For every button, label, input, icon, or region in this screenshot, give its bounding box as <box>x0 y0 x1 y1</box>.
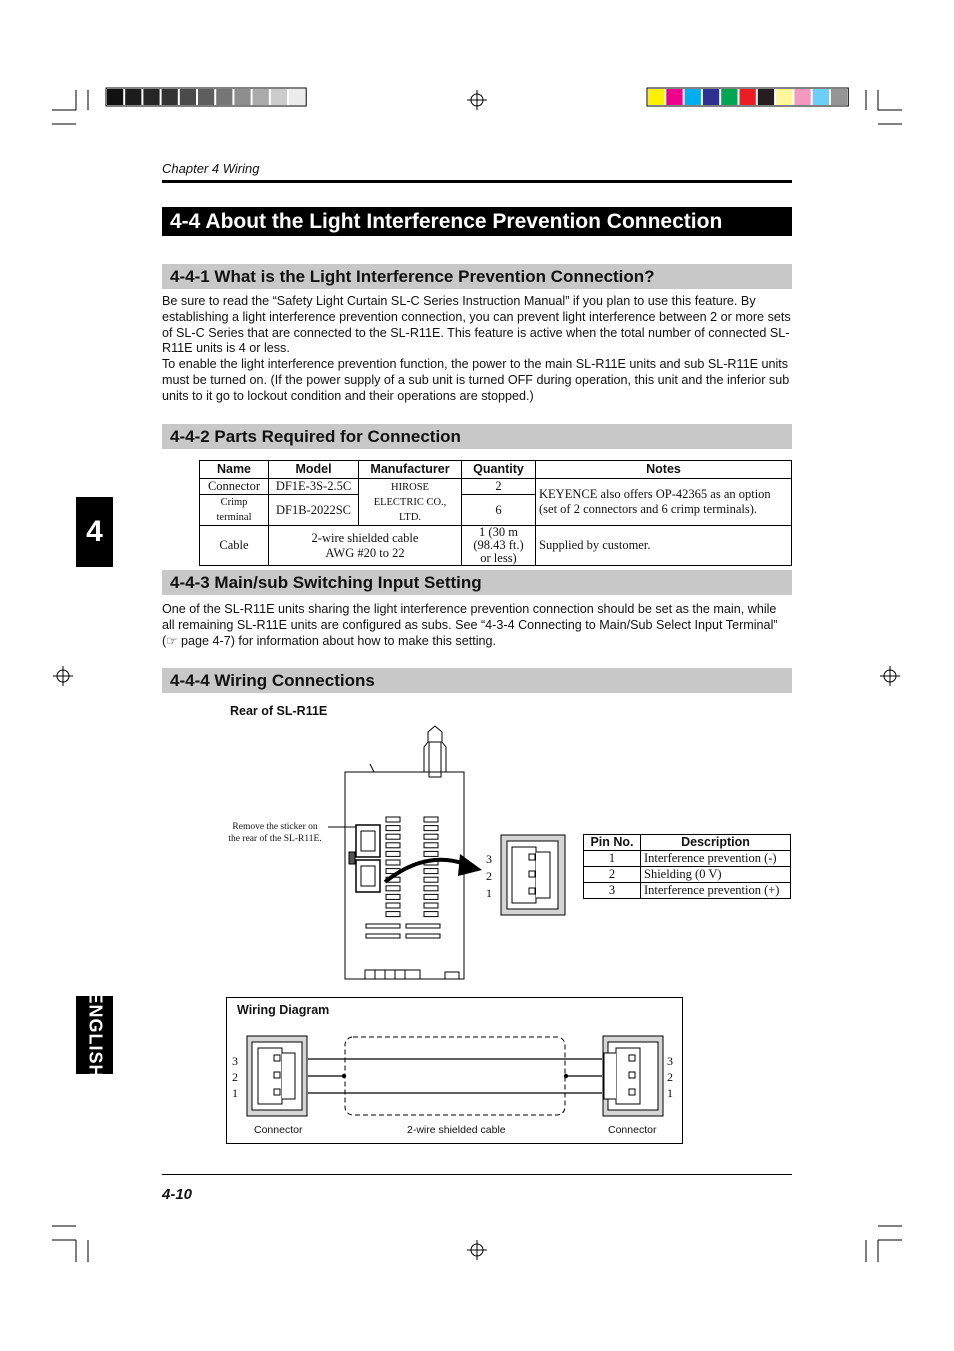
cell-notes: Supplied by customer. <box>536 526 792 566</box>
pin-cell: 3 <box>584 883 641 899</box>
color-patch <box>289 89 305 105</box>
section-heading-4-4-3: 4-4-3 Main/sub Switching Input Setting <box>162 570 792 595</box>
parts-table <box>199 460 792 566</box>
wiring-drawing <box>246 1034 666 1120</box>
chapter-tab: 4 <box>76 497 113 567</box>
sticker-note-line: the rear of the SL-R11E. <box>228 834 322 844</box>
manufacturer-line: HIROSE <box>391 481 429 493</box>
terminal-slot <box>386 834 400 839</box>
color-patch <box>125 89 141 105</box>
pin-number: 3 <box>667 1054 673 1068</box>
terminal-slot <box>386 817 400 822</box>
terminal-slot <box>424 826 438 831</box>
description-cell: Interference prevention (-) <box>641 851 791 867</box>
left-connector-icon <box>247 1036 307 1116</box>
quantity-line: (98.43 ft.) <box>473 538 524 552</box>
color-patch <box>776 89 792 105</box>
arrow-icon <box>380 852 500 892</box>
manufacturer-line: ELECTRIC CO., LTD. <box>373 496 447 523</box>
cell-model: DF1E-3S-2.5C <box>269 479 359 495</box>
paragraph <box>162 602 792 649</box>
page-title: 4-4 About the Light Interference Prevention Connection <box>162 207 792 236</box>
pin-number-labels <box>486 851 492 902</box>
color-patch <box>648 89 664 105</box>
color-patch <box>813 89 829 105</box>
pin-number: 1 <box>486 886 492 900</box>
footer-rule <box>162 1174 792 1175</box>
pin-number: 3 <box>232 1054 238 1068</box>
pin-table <box>583 834 791 899</box>
cell-manufacturer <box>359 479 462 526</box>
color-calibration-bar <box>647 88 848 106</box>
cell-model <box>269 526 462 566</box>
color-patch <box>758 89 774 105</box>
table-row <box>200 526 792 566</box>
section-heading-4-4-1: 4-4-1 What is the Light Interference Prevention Connection? <box>162 264 792 289</box>
terminal-slot <box>424 903 438 908</box>
left-pin-numbers <box>232 1053 238 1101</box>
cell-quantity <box>462 526 536 566</box>
pin-number: 1 <box>667 1086 673 1100</box>
sticker-note-line: Remove the sticker on <box>232 822 318 832</box>
wiring-diagram-title: Wiring Diagram <box>237 1003 330 1017</box>
cell-name: Crimp terminal <box>200 495 269 526</box>
color-patch <box>271 89 287 105</box>
column-header: Model <box>269 461 359 479</box>
table-row <box>584 883 791 899</box>
color-patch <box>198 89 214 105</box>
pin-cell: 2 <box>584 867 641 883</box>
header-rule <box>162 180 792 183</box>
paragraph-text: One of the SL-R11E units sharing the light interference prevention connection should be set as the main, while all remaining SL-R11E units are configured as subs. See “4-3-4 Connecting to Main/Sub Select Input Terminal” ( <box>162 602 778 648</box>
paragraph: To enable the light interference prevention function, the power to the main SL-R11E units and sub SL-R11E units must be turned on. (If the power supply of a sub unit is turned OFF during operation, this unit and the inferior sub units to it go to lockout condition and their operations are stopped.) <box>162 357 790 403</box>
cell-quantity: 6 <box>462 495 536 526</box>
pin-number: 3 <box>486 852 492 866</box>
terminal-slot <box>424 912 438 917</box>
pin-number: 2 <box>232 1070 238 1084</box>
quantity-line: or less) <box>480 551 517 565</box>
column-header: Pin No. <box>584 835 641 851</box>
terminal-slot <box>386 903 400 908</box>
connector-enlarged-icon <box>500 834 566 916</box>
color-patch <box>721 89 737 105</box>
left-connector-label: Connector <box>254 1124 303 1136</box>
notes-line: KEYENCE also offers OP-42365 as an option <box>539 487 771 501</box>
table-header-row <box>200 461 792 479</box>
description-cell: Interference prevention (+) <box>641 883 791 899</box>
color-patch <box>666 89 682 105</box>
section-heading-4-4-4: 4-4-4 Wiring Connections <box>162 668 792 693</box>
paragraph-text: page 4-7) for information about how to make this setting. <box>177 633 497 648</box>
color-patch <box>180 89 196 105</box>
quantity-line: 1 (30 m <box>479 525 518 539</box>
cell-name: Cable <box>200 526 269 566</box>
cable-label: 2-wire shielded cable <box>407 1124 506 1136</box>
table-row <box>200 479 792 495</box>
color-patch <box>831 89 847 105</box>
column-header: Quantity <box>462 461 536 479</box>
terminal-slot <box>424 817 438 822</box>
terminal-slot <box>386 826 400 831</box>
color-patch <box>107 89 123 105</box>
right-connector-icon <box>603 1036 663 1116</box>
color-patch <box>685 89 701 105</box>
gray-calibration-bar <box>106 88 306 106</box>
model-line: 2-wire shielded cable <box>311 530 419 545</box>
column-header: Notes <box>536 461 792 479</box>
description-cell: Shielding (0 V) <box>641 867 791 883</box>
color-patch <box>794 89 810 105</box>
rear-label: Rear of SL-R11E <box>230 704 328 718</box>
cell-quantity: 2 <box>462 479 536 495</box>
section-heading-4-4-2: 4-4-2 Parts Required for Connection <box>162 424 792 449</box>
chapter-header: Chapter 4 Wiring <box>162 161 260 176</box>
sticker-note <box>210 821 340 845</box>
color-patch <box>216 89 232 105</box>
color-patch <box>740 89 756 105</box>
pin-number: 2 <box>486 869 492 883</box>
color-patch <box>703 89 719 105</box>
column-header: Description <box>641 835 791 851</box>
terminal-slot <box>386 912 400 917</box>
table-row <box>584 851 791 867</box>
section-4-4-3-body <box>162 602 792 649</box>
cell-notes <box>536 479 792 526</box>
table-header-row <box>584 835 791 851</box>
pin-number: 1 <box>232 1086 238 1100</box>
cable-shield <box>345 1037 565 1115</box>
cable-wires <box>308 1059 602 1093</box>
column-header: Manufacturer <box>359 461 462 479</box>
section-4-4-1-body <box>162 294 792 405</box>
language-tab <box>76 991 113 1079</box>
cell-name: Connector <box>200 479 269 495</box>
column-header: Name <box>200 461 269 479</box>
terminal-slot <box>386 894 400 899</box>
terminal-slot <box>424 834 438 839</box>
page-number: 4-10 <box>162 1186 193 1203</box>
color-patch <box>162 89 178 105</box>
terminal-slot <box>424 894 438 899</box>
pin-cell: 1 <box>584 851 641 867</box>
language-label: ENGLISH <box>85 991 105 1079</box>
right-pin-numbers <box>667 1053 673 1101</box>
terminal-slot <box>424 843 438 848</box>
right-connector-label: Connector <box>608 1124 657 1136</box>
color-patch <box>143 89 159 105</box>
table-row <box>584 867 791 883</box>
reference-icon: ☞ <box>166 633 178 648</box>
color-patch <box>234 89 250 105</box>
pin-number: 2 <box>667 1070 673 1084</box>
cell-model: DF1B-2022SC <box>269 495 359 526</box>
color-patch <box>253 89 269 105</box>
paragraph: Be sure to read the “Safety Light Curtain SL-C Series Instruction Manual” if you plan to use this feature. By establishing a light interference prevention connection, you can prevent light interference between 2 or more sets of SL-C Series that are connected to the SL-R11E. This feature is active when the total number of connected SL-R11E units is 4 or less. <box>162 294 791 356</box>
notes-line: (set of 2 connectors and 6 crimp terminals). <box>539 502 757 516</box>
model-line: AWG #20 to 22 <box>325 545 405 560</box>
terminal-slot <box>386 843 400 848</box>
